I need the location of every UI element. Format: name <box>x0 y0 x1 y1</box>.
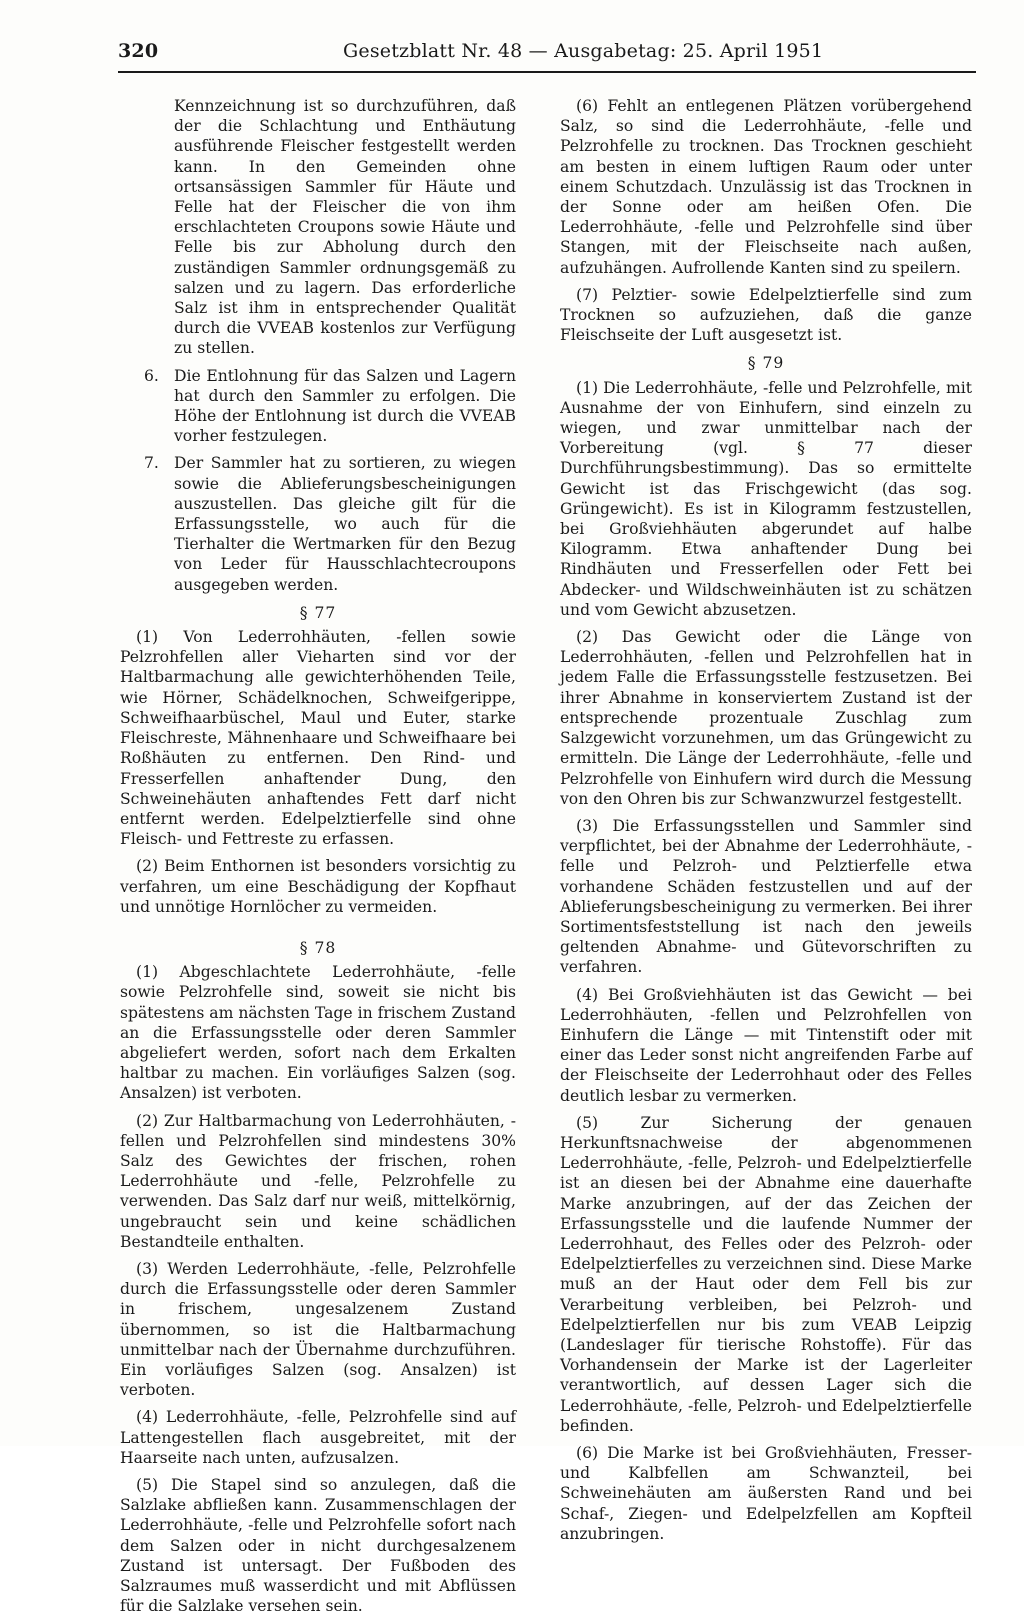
paragraph: (4) Bei Großviehhäuten ist das Gewicht — bei Lederrohhäuten, -fellen und Pelzrohfellen von Einhufern die Länge — mit Tintenstift oder mit einer das Leder sonst nicht angreifenden Farbe auf der Fleischseite der Lederrohhaut oder des Felles deutlich lesbar zu vermerken. <box>560 985 972 1105</box>
paragraph: (5) Die Stapel sind so anzulegen, daß die Salzlake abfließen kann. Zusammenschlagen der Lederrohhäute, -felle und Pelzrohfelle sofort nach dem Salzen oder in nicht durchgesalzenem Zustand ist untersagt. Der Fußboden des Salzraumes muß wasserdicht und mit Abflüssen für die Salzlake versehen sein. <box>120 1476 516 1616</box>
paragraph: (6) Die Marke ist bei Großviehhäuten, Fresser- und Kalbfellen am Schwanzteil, bei Schweinehäuten am äußersten Rand und bei Schaf-, Ziegen- und Edelpelzfellen am Kopfteil anzubringen. <box>560 1444 972 1543</box>
intro-continuation: Kennzeichnung ist so durchzuführen, daß der die Schlachtung und Enthäutung ausführende Fleischer festgestellt werden kann. In den Gemeinden ohne ortsansässigen Sammler für Häute und Felle hat der Fleischer die von ihm erschlachteten Croupons sowie Häute und Felle bis zur Abholung durch den zuständigen Sammler ordnungsgemäß zu salzen und zu lagern. Das erforderliche Salz ist ihm in entsprechender Qualität durch die VVEAB kostenlos zur Verfügung zu stellen. <box>174 97 516 358</box>
paragraph: (4) Lederrohhäute, -felle, Pelzrohfelle sind auf Lattengestellen flach ausgebreitet, mit der Haarseite nach unten, aufzusalzen. <box>120 1408 516 1467</box>
paragraph: (5) Zur Sicherung der genauen Herkunftsnachweise der abgenommenen Lederrohhäute, -felle, Pelzroh- und Edelpelztierfelle ist an diesen bei der Abnahme eine dauerhafte Marke anzubringen, auf der das Zeichen der Erfassungsstelle und die laufende Nummer der Lederrohhaut, des Felles oder des Pelzroh- oder Edelpelztierfelles zu verzeichnen sind. Diese Marke muß an der Haut oder dem Fell bis zur Verarbeitung verbleiben, bei Pelzroh- und Edelpelztierfellen nur bis zum VEAB Leipzig (Landeslager für tierische Rohstoffe). Für das Vorhandensein der Marke ist der Lagerleiter verantwortlich, auf dessen Lager sich die Lederrohhäute, -felle, Pelzroh- und Edelpelztierfelle befinden. <box>560 1113 972 1435</box>
paragraph: (2) Beim Enthornen ist besonders vorsichtig zu verfahren, um eine Beschädigung der Kopfhaut und unnötige Hornlöcher zu vermeiden. <box>120 857 516 916</box>
paragraph: (3) Die Erfassungsstellen und Sammler sind verpflichtet, bei der Abnahme der Lederrohhäute, -felle und Pelzroh- und Pelztierfelle etwa vorhandene Schäden festzustellen und auf der Ablieferungsbescheinigung zu vermerken. Bei ihrer Sortimentsfeststellung ist nach den jeweils geltenden Abnahme- und Gütevorschriften zu verfahren. <box>560 816 972 977</box>
page-header <box>118 40 978 70</box>
list-item-6 <box>120 366 516 447</box>
paragraph: (1) Von Lederrohhäuten, -fellen sowie Pelzrohfellen aller Vieharten sind vor der Haltbarmachung alle gewichterhöhenden Teile, wie Hörner, Schädelknochen, Schweifgerippe, Schweifhaarbüschel, Maul und Euter, starke Fleischreste, Mähnenhaare und Schweifhaare bei Roßhäuten zu entfernen. Den Rind- und Fresserfellen anhaftender Dung, den Schweinehäuten anhaftendes Fett darf nicht entfernt werden. Edelpelztierfelle sind ohne Fleisch- und Fettreste zu erfassen. <box>120 628 516 849</box>
header-rule <box>118 71 976 73</box>
running-title: Gesetzblatt Nr. 48 — Ausgabetag: 25. April 1951 <box>343 40 824 62</box>
section-heading-78: § 78 <box>299 938 337 957</box>
spacer <box>120 924 516 930</box>
paragraph: (2) Zur Haltbarmachung von Lederrohhäuten, -fellen und Pelzrohfellen sind mindestens 30% Salz des Gewichtes der frischen, rohen Lederrohhäute und -felle, Pelzrohfelle zu verwenden. Das Salz darf nur weiß, mittelkörnig, ungebraucht sein und keine schädlichen Bestandteile enthalten. <box>120 1111 516 1251</box>
left-column <box>120 96 516 1623</box>
paragraph: (6) Fehlt an entlegenen Plätzen vorübergehend Salz, so sind die Lederrohhäute, -felle und Pelzrohfelle zu trocknen. Das Trocknen geschieht am besten in einem luftigen Raum oder unter einem Schutzdach. Unzulässig ist das Trocknen in der Sonne oder am heißen Ofen. Die Lederrohhäute, -felle und Pelzrohfelle sind über Stangen, mit der Fleischseite nach außen, aufzuhängen. Aufrollende Kanten sind zu speilern. <box>560 97 972 277</box>
right-column <box>560 96 972 1551</box>
section-heading-77: § 77 <box>299 603 337 622</box>
list-number: 7. <box>144 454 159 473</box>
paragraph: (1) Die Lederrohhäute, -felle und Pelzrohfelle, mit Ausnahme der von Einhufern, sind einzeln zu wiegen, und zwar unmittelbar nach der Vorbereitung (vgl. § 77 dieser Durchführungsbestimmung). Das so ermittelte Gewicht ist das Frischgewicht (das sog. Grüngewicht). Es ist in Kilogramm festzustellen, bei Großviehhäuten abgerundet auf halbe Kilogramm. Etwa anhaftender Dung bei Rindhäuten und Fresserfellen oder Fett bei Abdecker- und Wildschweinhäuten ist zu schätzen und vom Gewicht abzusetzen. <box>560 378 972 619</box>
list-text: Der Sammler hat zu sortieren, zu wiegen sowie die Ablieferungsbescheinigungen auszustellen. Das gleiche gilt für die Erfassungsstelle, wo auch für die Tierhalter die Wertmarken für den Bezug von Leder für Hausschlachtecroupons ausgegeben werden. <box>174 454 516 594</box>
paragraph: (1) Abgeschlachtete Lederrohhäute, -felle sowie Pelzrohfelle sind, soweit sie nicht bis spätestens am nächsten Tage in frischem Zustand an die Erfassungsstelle oder deren Sammler abgeliefert werden, sofort nach dem Erkalten haltbar zu machen. Ein vorläufiges Salzen (sog. Ansalzen) ist verboten. <box>120 963 517 1103</box>
paragraph: (2) Das Gewicht oder die Länge von Lederrohhäuten, -fellen und Pelzrohfellen hat in jedem Falle die Erfassungsstelle festzusetzen. Bei ihrer Abnahme in konserviertem Zustand ist der entsprechende prozentuale Zuschlag zum Salzgewicht vorzunehmen, um das Grüngewicht zu ermitteln. Die Länge der Lederrohhäute, -felle und Pelzrohfelle von Einhufern wird durch die Messung von den Ohren bis zur Schwanzwurzel festgestellt. <box>560 628 972 808</box>
section-heading-79: § 79 <box>747 354 785 373</box>
page-number: 320 <box>118 40 159 62</box>
list-item-7 <box>120 453 516 594</box>
paragraph: (3) Werden Lederrohhäute, -felle, Pelzrohfelle durch die Erfassungsstelle oder deren Sammler in frischem, ungesalzenem Zustand übernommen, so ist die Haltbarmachung unmittelbar nach der Übernahme durchzuführen. Ein vorläufiges Salzen (sog. Ansalzen) ist verboten. <box>120 1259 516 1400</box>
list-number: 6. <box>144 366 159 385</box>
paragraph: (7) Pelztier- sowie Edelpelztierfelle sind zum Trocknen so aufzuziehen, daß die ganze Fleischseite der Luft ausgesetzt ist. <box>560 285 972 345</box>
list-text: Die Entlohnung für das Salzen und Lagern hat durch den Sammler zu erfolgen. Die Höhe der Entlohnung ist durch die VVEAB vorher festzulegen. <box>174 366 516 446</box>
